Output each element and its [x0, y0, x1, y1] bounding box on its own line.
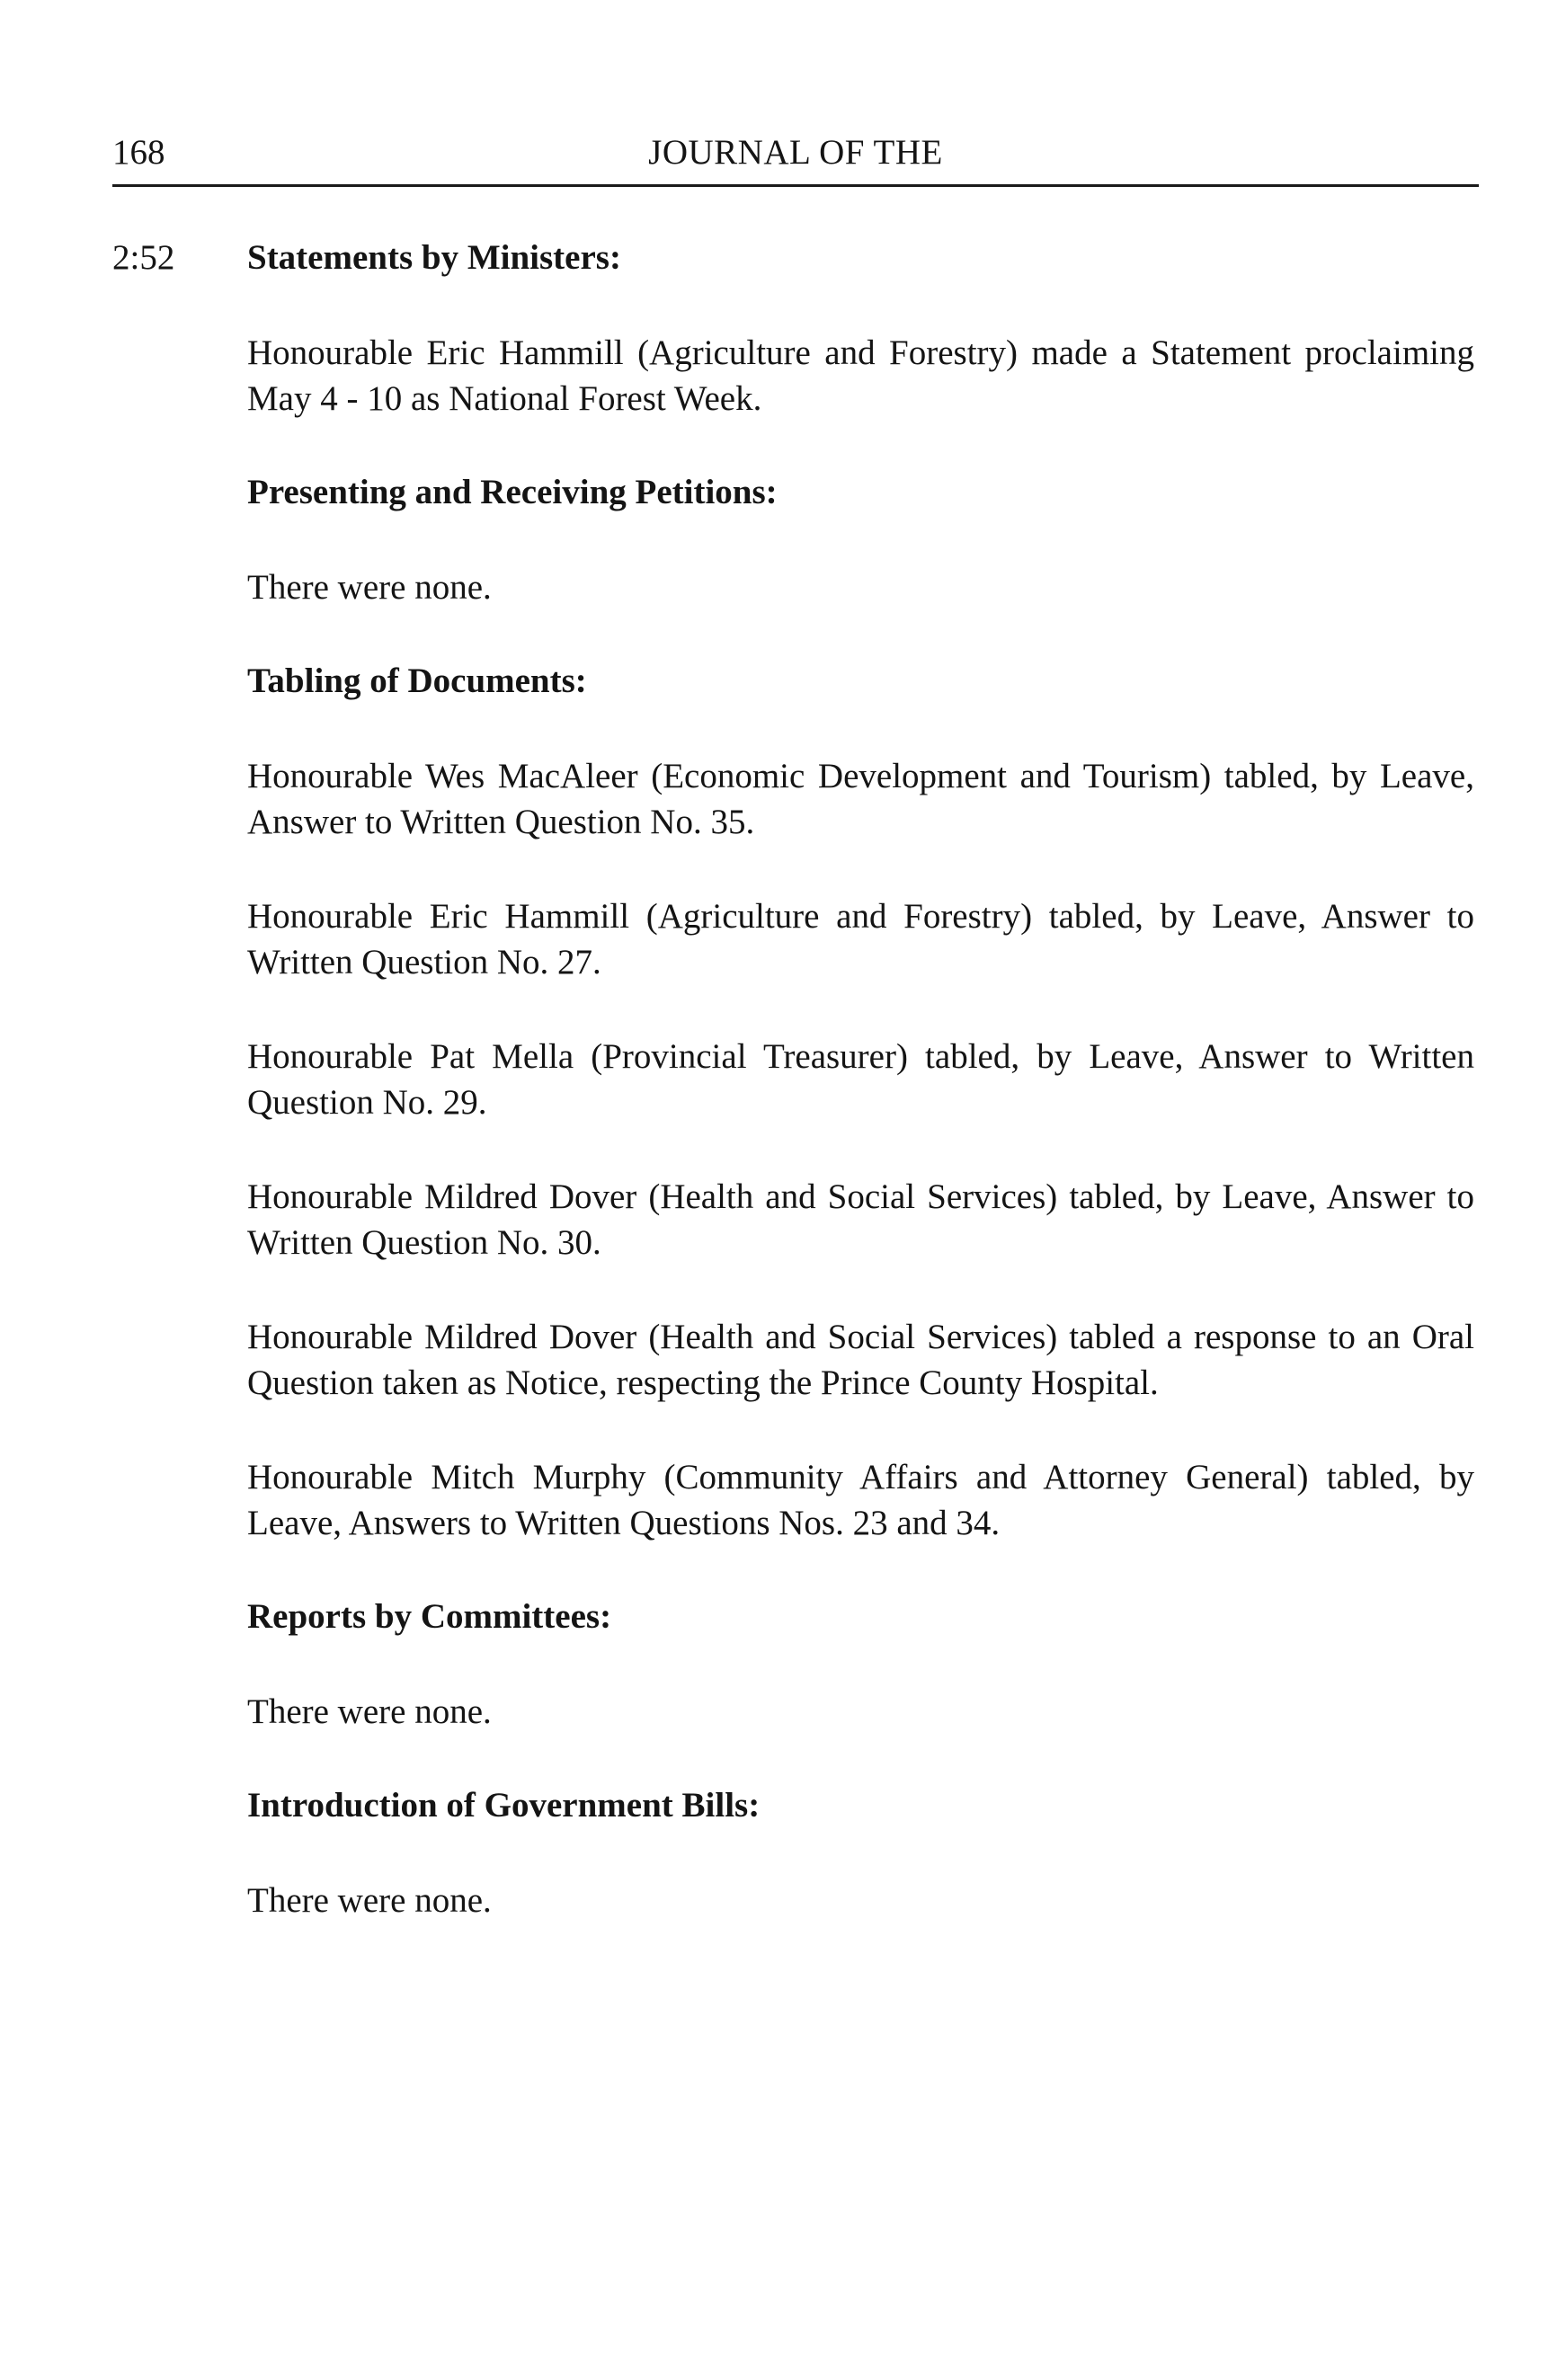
section-heading: Statements by Ministers: — [247, 238, 621, 277]
paragraph: Honourable Pat Mella (Provincial Treasurer) tabled, by Leave, Answer to Written Question No. 29. — [247, 1037, 1474, 1122]
section-heading: Presenting and Receiving Petitions: — [247, 473, 778, 511]
paragraph: There were none. — [247, 1692, 492, 1731]
section-introduction-of-government-bills — [247, 1783, 1474, 1923]
section-heading: Reports by Committees: — [247, 1597, 612, 1636]
time-stamp: 2:52 — [112, 238, 175, 277]
paragraph: Honourable Eric Hammill (Agriculture and Forestry) tabled, by Leave, Answer to Written Question No. 27. — [247, 897, 1474, 981]
running-title: JOURNAL OF THE — [648, 133, 943, 172]
section-presenting-petitions — [247, 470, 1474, 610]
paragraph: Honourable Wes MacAleer (Economic Development and Tourism) tabled, by Leave, Answer to Written Question No. 35. — [247, 757, 1474, 841]
paragraph: Honourable Mildred Dover (Health and Social Services) tabled a response to an Oral Question taken as Notice, respecting the Prince County Hospital. — [247, 1318, 1474, 1402]
section-tabling-of-documents — [247, 659, 1474, 1546]
page-number: 168 — [112, 133, 165, 172]
header-rule — [112, 184, 1479, 187]
paragraph: Honourable Mildred Dover (Health and Social Services) tabled, by Leave, Answer to Written Question No. 30. — [247, 1177, 1474, 1262]
section-heading: Introduction of Government Bills: — [247, 1786, 761, 1825]
section-heading: Tabling of Documents: — [247, 662, 587, 700]
paragraph: There were none. — [247, 1881, 492, 1920]
section-reports-by-committees — [247, 1594, 1474, 1735]
paragraph: Honourable Mitch Murphy (Community Affairs and Attorney General) tabled, by Leave, Answers to Written Questions Nos. 23 and 34. — [247, 1458, 1474, 1542]
section-statements-by-ministers — [247, 235, 1474, 422]
paragraph: There were none. — [247, 568, 492, 607]
page-header — [112, 130, 1479, 184]
paragraph: Honourable Eric Hammill (Agriculture and Forestry) made a Statement proclaiming May 4 - 10 as National Forest Week. — [247, 333, 1474, 418]
journal-content — [247, 235, 1474, 1972]
